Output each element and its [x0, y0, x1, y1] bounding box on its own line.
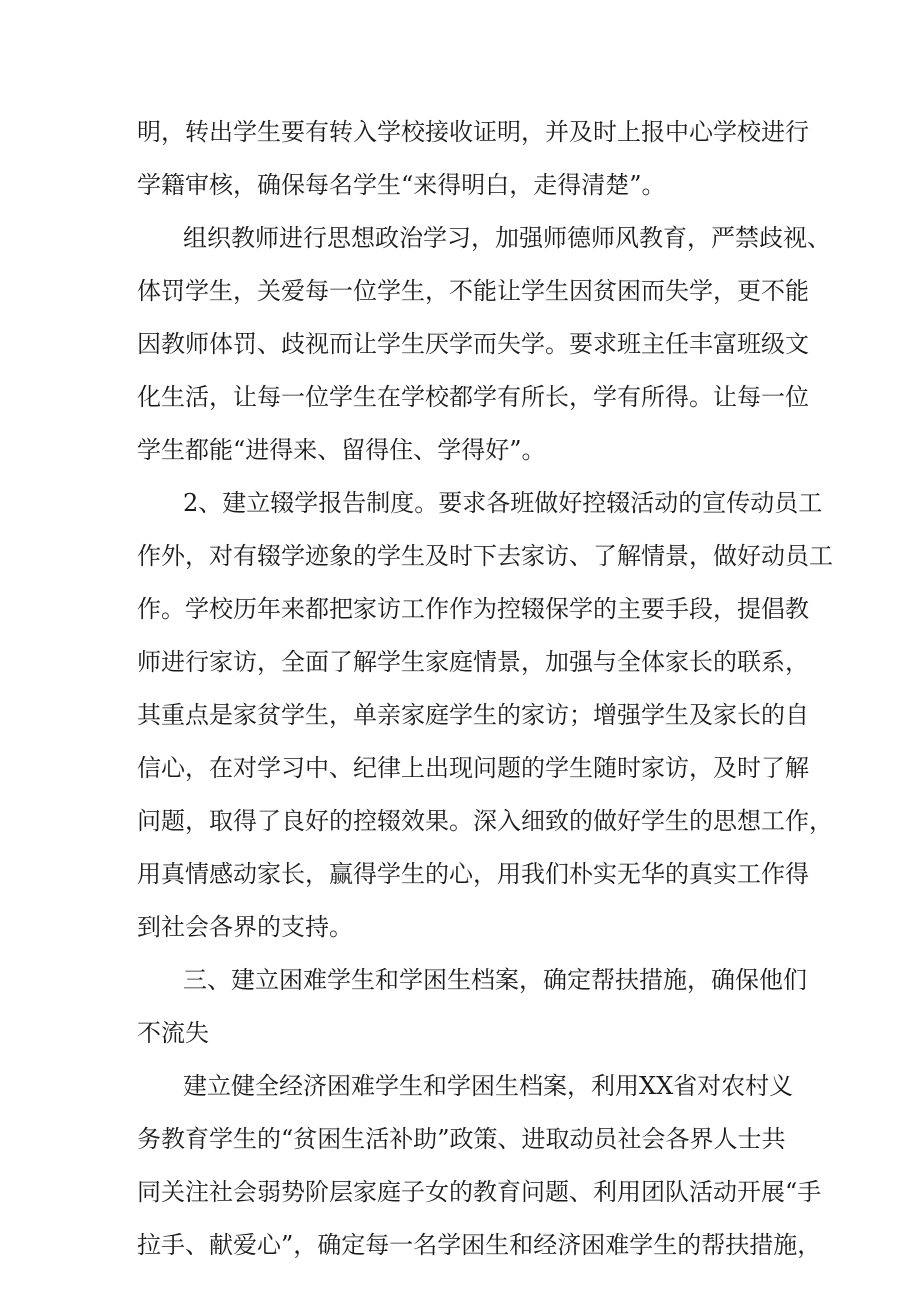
text-line-8: 2、建立辍学报告制度。要求各班做好控辍活动的宣传动员工	[183, 489, 823, 517]
text-line-4: 体罚学生，关爱每一位学生，不能让学生因贫困而失学，更不能	[137, 277, 809, 305]
section-heading-line-1: 三、建立困难学生和学困生档案，确定帮扶措施，确保他们	[183, 966, 807, 994]
section-heading-line-2: 不流失	[137, 1019, 209, 1047]
text-line-7: 学生都能“进得来、留得住、学得好”。	[137, 436, 546, 464]
text-line-14: 问题，取得了良好的控辍效果。深入细致的做好学生的思想工作，	[137, 807, 833, 835]
text-line-1: 明，转出学生要有转入学校接收证明，并及时上报中心学校进行	[137, 118, 809, 146]
text-line-17: 建立健全经济困难学生和学困生档案，利用XX省对农村义	[183, 1072, 794, 1100]
text-line-10: 作。学校历年来都把家访工作作为控辍保学的主要手段，提倡教	[137, 595, 809, 623]
text-line-15: 用真情感动家长，赢得学生的心，用我们朴实无华的真实工作得	[137, 860, 809, 888]
text-line-3: 组织教师进行思想政治学习，加强师德师风教育，严禁歧视、	[183, 224, 831, 252]
text-line-9: 作外，对有辍学迹象的学生及时下去家访、了解情景，做好动员工	[137, 542, 833, 570]
text-line-11: 师进行家访，全面了解学生家庭情景，加强与全体家长的联系，	[137, 648, 809, 676]
text-line-6: 化生活，让每一位学生在学校都学有所长，学有所得。让每一位	[137, 383, 809, 411]
text-line-16: 到社会各界的支持。	[137, 913, 353, 941]
text-line-20: 拉手、献爱心”，确定每一名学困生和经济困难学生的帮扶措施，	[137, 1231, 822, 1259]
text-line-2: 学籍审核，确保每名学生“来得明白，走得清楚”。	[137, 171, 666, 199]
text-line-19: 同关注社会弱势阶层家庭子女的教育问题、利用团队活动开展“手	[137, 1178, 822, 1206]
text-line-12: 其重点是家贫学生，单亲家庭学生的家访；增强学生及家长的自	[137, 701, 809, 729]
text-line-18: 务教育学生的“贫困生活补助”政策、进取动员社会各界人士共	[137, 1125, 786, 1153]
text-line-13: 信心，在对学习中、纪律上出现问题的学生随时家访，及时了解	[137, 754, 809, 782]
text-line-5: 因教师体罚、歧视而让学生厌学而失学。要求班主任丰富班级文	[137, 330, 809, 358]
